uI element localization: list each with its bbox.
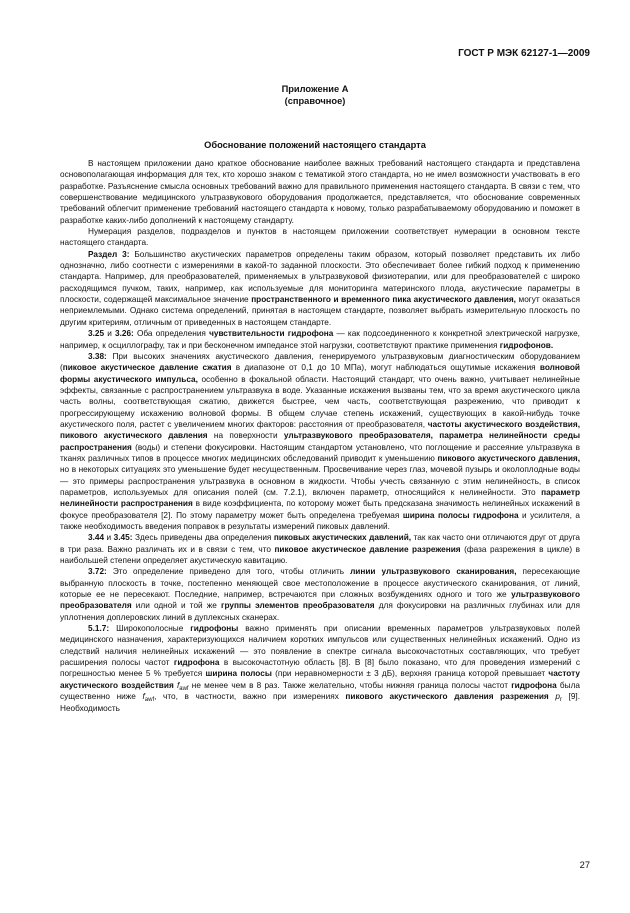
text-run: 3.44 <box>88 533 105 543</box>
text-run: Оба определения <box>133 329 210 339</box>
page-number: 27 <box>579 860 590 870</box>
paragraph <box>60 623 580 714</box>
text-run: пиковое акустическое давление разрежения <box>274 544 461 554</box>
text-run: частоты акустического воздействия, пикового акустического давления <box>60 419 580 441</box>
text-run: ультразвукового преобразователя <box>60 590 580 611</box>
text-run: пиковое акустическое давление сжатия <box>62 363 232 373</box>
body-text <box>60 158 580 714</box>
text-run: awf <box>144 697 155 704</box>
text-run: важно применять при описании временных параметров ультразвуковых полей медицинского назначения, характеризующихся наличием коротких импульсов или существенных нелинейных искажений. Одно из следствий наличия нелинейных искажений — это появление в спектре сигнала высокочастотных составляющих, что требует расширения полосы частот <box>60 624 580 668</box>
text-run: в диапазоне от 0,1 до 10 МПа), могут наблюдаться ощутимые искажения <box>231 363 540 373</box>
text-run: 3.38: <box>88 351 107 361</box>
text-run: ширина полосы гидрофона <box>402 510 519 520</box>
text-run: p <box>548 692 560 702</box>
text-run: пиковых акустических давлений, <box>273 533 412 543</box>
text-run: [9]. Необходимость <box>60 692 580 713</box>
text-run: и усилителя, а также необходимость введения поправок в результаты измерений пиковых давлений. <box>60 510 580 531</box>
text-run: f <box>142 692 145 702</box>
text-run: Здесь приведены два определения <box>132 533 274 543</box>
text-run: пересекающие выбранную плоскость в точке, постепенно меняющей свое местоположение в процессе акустического сканирования, от линий, которые ее не пересекают. Последние, например, встречаются при сложных возбуждениях одного и того же <box>60 567 581 600</box>
text-run: могут оказаться неприемлемыми. Однако система определений, принятая в настоящем стандарте, позволяет выбрать измерительную плоскость по другим критериям, отличным от приведенных в настоящем стандарте. <box>60 295 580 327</box>
text-run: — как подсоединенного к конкретной электрической нагрузке, например, к осциллографу, так и при бесконечном импедансе этой нагрузки, соответствуют практике применения <box>60 329 580 350</box>
text-run: для фокусировки на различных глубинах или для уплотнения доплеровских линий в дуплексных сканерах. <box>60 601 580 622</box>
annex-kind: (справочное) <box>284 96 346 106</box>
paragraph <box>60 532 580 566</box>
paragraph <box>60 226 580 249</box>
text-run: В настоящем приложении дано краткое обоснование наиболее важных требований настоящего стандарта и представлена основополагающая информация для тех, кто хорошо знаком с тематикой этого стандарта, но не имел возможности участвовать в его разработке. Разъяснение смысла основных требований важно для правильного применения настоящего стандарта. В связи с тем, что совершенствование медицинского ультразвукового оборудования продолжается, представляется, что обоснование современных требований облегчит применение требований настоящего стандарта к новому, только разрабатываемому оборудованию и поможет в разработке каких-либо дополнений к настоящему стандарту. <box>60 159 580 225</box>
annex-title: Приложение А <box>281 84 349 94</box>
text-run: f <box>173 680 180 690</box>
text-run: 3.45: <box>113 533 133 543</box>
paragraph <box>60 328 580 351</box>
text-run: чувствительности гидрофона <box>209 329 334 339</box>
text-run: или одной и той же <box>131 601 222 611</box>
text-run: линии ультразвукового сканирования, <box>350 567 517 577</box>
text-run: гидрофоны <box>190 624 239 634</box>
text-run: Раздел 3: <box>88 249 130 259</box>
text-run: была существенно ниже <box>60 680 580 702</box>
text-run: гидрофонов. <box>499 340 554 350</box>
text-run: и <box>104 329 115 339</box>
text-run: группы элементов преобразователя <box>221 601 375 611</box>
text-run: (фаза разрежения в цикле) в наибольшей степени определяет акустическую кавитацию. <box>60 544 580 566</box>
annex-heading <box>0 83 630 107</box>
text-run: так как часто они отличаются друг от друга в три раза. Важно различать их и в связи с тем, что <box>60 533 580 554</box>
text-run: не менее чем в 8 раз. Также желательно, чтобы нижняя граница полосы частот <box>188 680 512 690</box>
text-run: 3.72: <box>88 567 107 577</box>
text-run: частоту акустического воздействия <box>60 669 580 690</box>
text-run: особенно в фокальной области. Настоящий стандарт, что очень важно, учитывает нелинейные эффекты, связанные с распространением ультразвука в воде. Указанные искажения вызваны тем, что за время акустического цикла часть волны, соответствующая сжатию, движется быстрее, чем часть, соответствующая разрежению, что приводит к прогрессирующему искажению волновой формы. В общем случае степень искажений, существующих в какой-нибудь точке акустического поля, растет с увеличением многих факторов: расстояния от преобразователя, <box>60 374 580 429</box>
text-run: ширина полосы <box>205 669 272 679</box>
text-run: волновой формы акустического импульса, <box>60 363 580 384</box>
text-run: в виде коэффициента, по которому может быть предсказана значимость нелинейных искажений в фокусе преобразователя [2]. По этому параметру может быть определена требуемая <box>60 499 580 520</box>
text-run: на поверхности <box>207 431 284 441</box>
text-run: ультразвукового преобразователя, параметра нелинейности среды распространения <box>60 431 581 452</box>
text-run: Большинство акустических параметров определены таким образом, который позволяет представить их либо однозначно, либо соотнести с измерениями в какой-то заданной плоскости. Это обеспечивает более гибкий подход к применению стандарта. Например, для преобразователей, применяемых в ультразвуковой физиотерапии, или для преобразователей с широко расходящимся пучком, таких, например, как используемые для мониторинга материнского плода, акустические параметры в плоскости, содержащей максимальное значение <box>60 249 580 305</box>
text-run: awf <box>179 685 189 692</box>
text-run: пикового акустического давления, <box>437 453 581 463</box>
paragraph <box>60 158 580 226</box>
text-run: 3.25 <box>88 329 105 339</box>
text-run: Широкополосные <box>109 624 191 634</box>
text-run: Это определение приведено для того, чтобы отличить <box>106 567 351 577</box>
text-run: При высоких значениях акустического давления, генерируемого ультразвуковым диагностическим оборудованием ( <box>60 351 580 373</box>
text-run: пикового акустического давления разрежения <box>345 692 549 702</box>
paragraph <box>60 566 580 623</box>
paragraph <box>60 351 580 533</box>
standard-code: ГОСТ Р МЭК 62127-1—2009 <box>458 48 590 59</box>
text-run: Нумерация разделов, подразделов и пунктов в настоящем приложении соответствует нумерации в основном тексте настоящего стандарта. <box>60 227 580 248</box>
text-run: (при неравномерности ± 3 дБ), верхняя граница которой превышает <box>271 669 549 679</box>
text-run: гидрофона <box>511 680 557 690</box>
text-run: пространственного и временного пика акустического давления, <box>251 295 516 305</box>
text-run: 3.26: <box>115 329 134 339</box>
text-run: параметр нелинейности распространения <box>60 487 580 509</box>
section-title: Обоснование положений настоящего стандарта <box>204 140 426 150</box>
text-run: , что, в частности, важно при измерениях <box>154 692 346 702</box>
text-run: r <box>559 697 562 704</box>
text-run: 5.1.7: <box>88 624 110 634</box>
text-run: (воды) и степени фокусировки. Настоящим стандартом установлено, что поглощение и рассеяние ультразвука в тканях различных типов в процессе многих медицинских обследований приводит к уменьшению <box>60 442 580 463</box>
paragraph <box>60 249 580 328</box>
text-run: и <box>104 533 114 543</box>
text-run: в высокочастотную область [8]. В [8] было показано, что для проведения измерений с погрешностью менее 5 % требуется <box>60 658 580 679</box>
text-run: но в некоторых ситуациях это уменьшение будет несущественным. Просвечивание через глаз, мочевой пузырь и околоплодные воды — это примеры распространения ультразвука в основном в жидкости. Чтобы учесть связанную с этим нелинейность, в список параметров, используемых для описания полей (см. 7.2.1), включен параметр, относящийся к нелинейности. Это <box>60 465 580 497</box>
text-run: гидрофона <box>173 658 220 668</box>
